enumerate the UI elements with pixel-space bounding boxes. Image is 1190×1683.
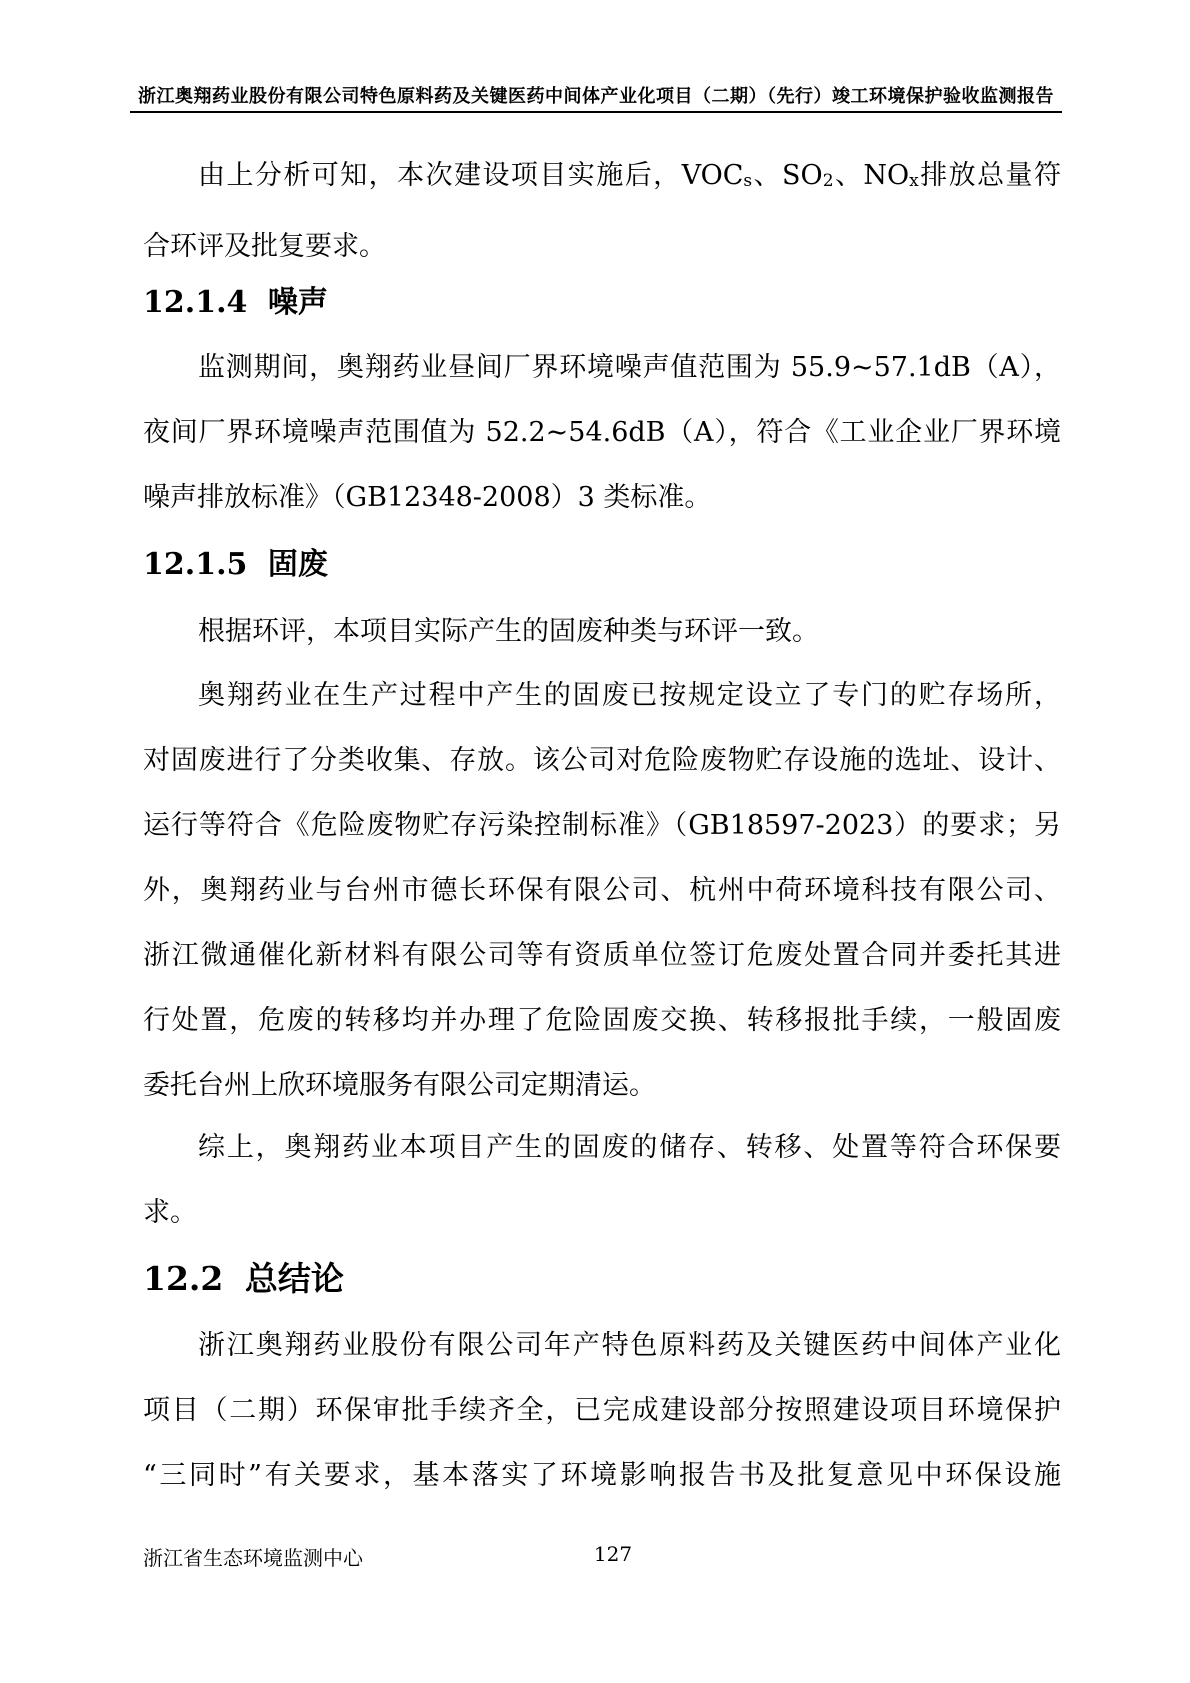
text-line: 求。 [143,1197,197,1228]
text-line: 噪声排放标准》（GB12348-2008）3 类标准。 [143,482,712,513]
text-line: “三同时”有关要求，基本落实了环境影响报告书及批复意见中环保设施 [143,1460,1061,1491]
section-heading-conclusion: 12.2 总结论 [143,1259,344,1298]
paragraph-overall-conclusion [143,1313,1061,1508]
text-line: 综上，奥翔药业本项目产生的固废的储存、转移、处置等符合环保要 [198,1132,1061,1163]
text-line: 监测期间，奥翔药业昼间厂界环境噪声值范围为 55.9~57.1dB（A）， [198,352,1061,383]
text-line: 根据环评，本项目实际产生的固废种类与环评一致。 [198,616,819,647]
text-line: 夜间厂界环境噪声范围值为 52.2~54.6dB（A），符合《工业企业厂界环境 [143,417,1061,448]
text-line: 浙江奥翔药业股份有限公司年产特色原料药及关键医药中间体产业化 [198,1330,1061,1361]
page-number: 127 [593,1542,633,1566]
text-line: 行处置，危废的转移均并办理了危险固废交换、转移报批手续，一般固废 [143,1005,1061,1036]
text-line [143,143,1061,214]
text-line: 项目（二期）环保审批手续齐全，已完成建设部分按照建设项目环境保护 [143,1395,1061,1426]
paragraph-solid-waste-management [143,663,1061,1118]
text-line: 合环评及批复要求。 [143,231,386,262]
text-segment: 、NO [833,160,910,191]
running-header-title: 浙江奥翔药业股份有限公司特色原料药及关键医药中间体产业化项目（二期）（先行）竣工环境保护验收监测报告 [138,86,1054,107]
subscript-x: x [909,171,919,191]
text-segment: 、SO [752,160,823,191]
paragraph-emission-summary [143,143,1061,279]
paragraph-noise [143,335,1061,530]
text-segment: 由上分析可知，本次建设项目实施后，VOC [198,160,744,191]
footer-organization: 浙江省生态环境监测中心 [143,1546,363,1570]
text-line: 浙江微通催化新材料有限公司等有资质单位签订危废处置合同并委托其进 [143,940,1061,971]
section-heading-noise: 12.1.4 噪声 [143,285,328,320]
header-rule [130,111,1062,113]
section-heading-solid-waste: 12.1.5 固废 [143,547,328,582]
text-segment: 排放总量符 [918,160,1061,191]
text-line: 外，奥翔药业与台州市德长环保有限公司、杭州中荷环境科技有限公司、 [143,875,1061,906]
text-line: 委托台州上欣环境服务有限公司定期清运。 [143,1070,656,1101]
text-line: 奥翔药业在生产过程中产生的固废已按规定设立了专门的贮存场所， [198,680,1061,711]
subscript-2: 2 [822,171,834,191]
text-line: 对固废进行了分类收集、存放。该公司对危险废物贮存设施的选址、设计、 [143,745,1061,776]
paragraph-solid-waste-conclusion [143,1115,1061,1245]
subscript-s: s [743,171,753,191]
text-line: 运行等符合《危险废物贮存污染控制标准》（GB18597-2023）的要求；另 [143,810,1061,841]
paragraph-solid-waste-types [143,599,1061,664]
